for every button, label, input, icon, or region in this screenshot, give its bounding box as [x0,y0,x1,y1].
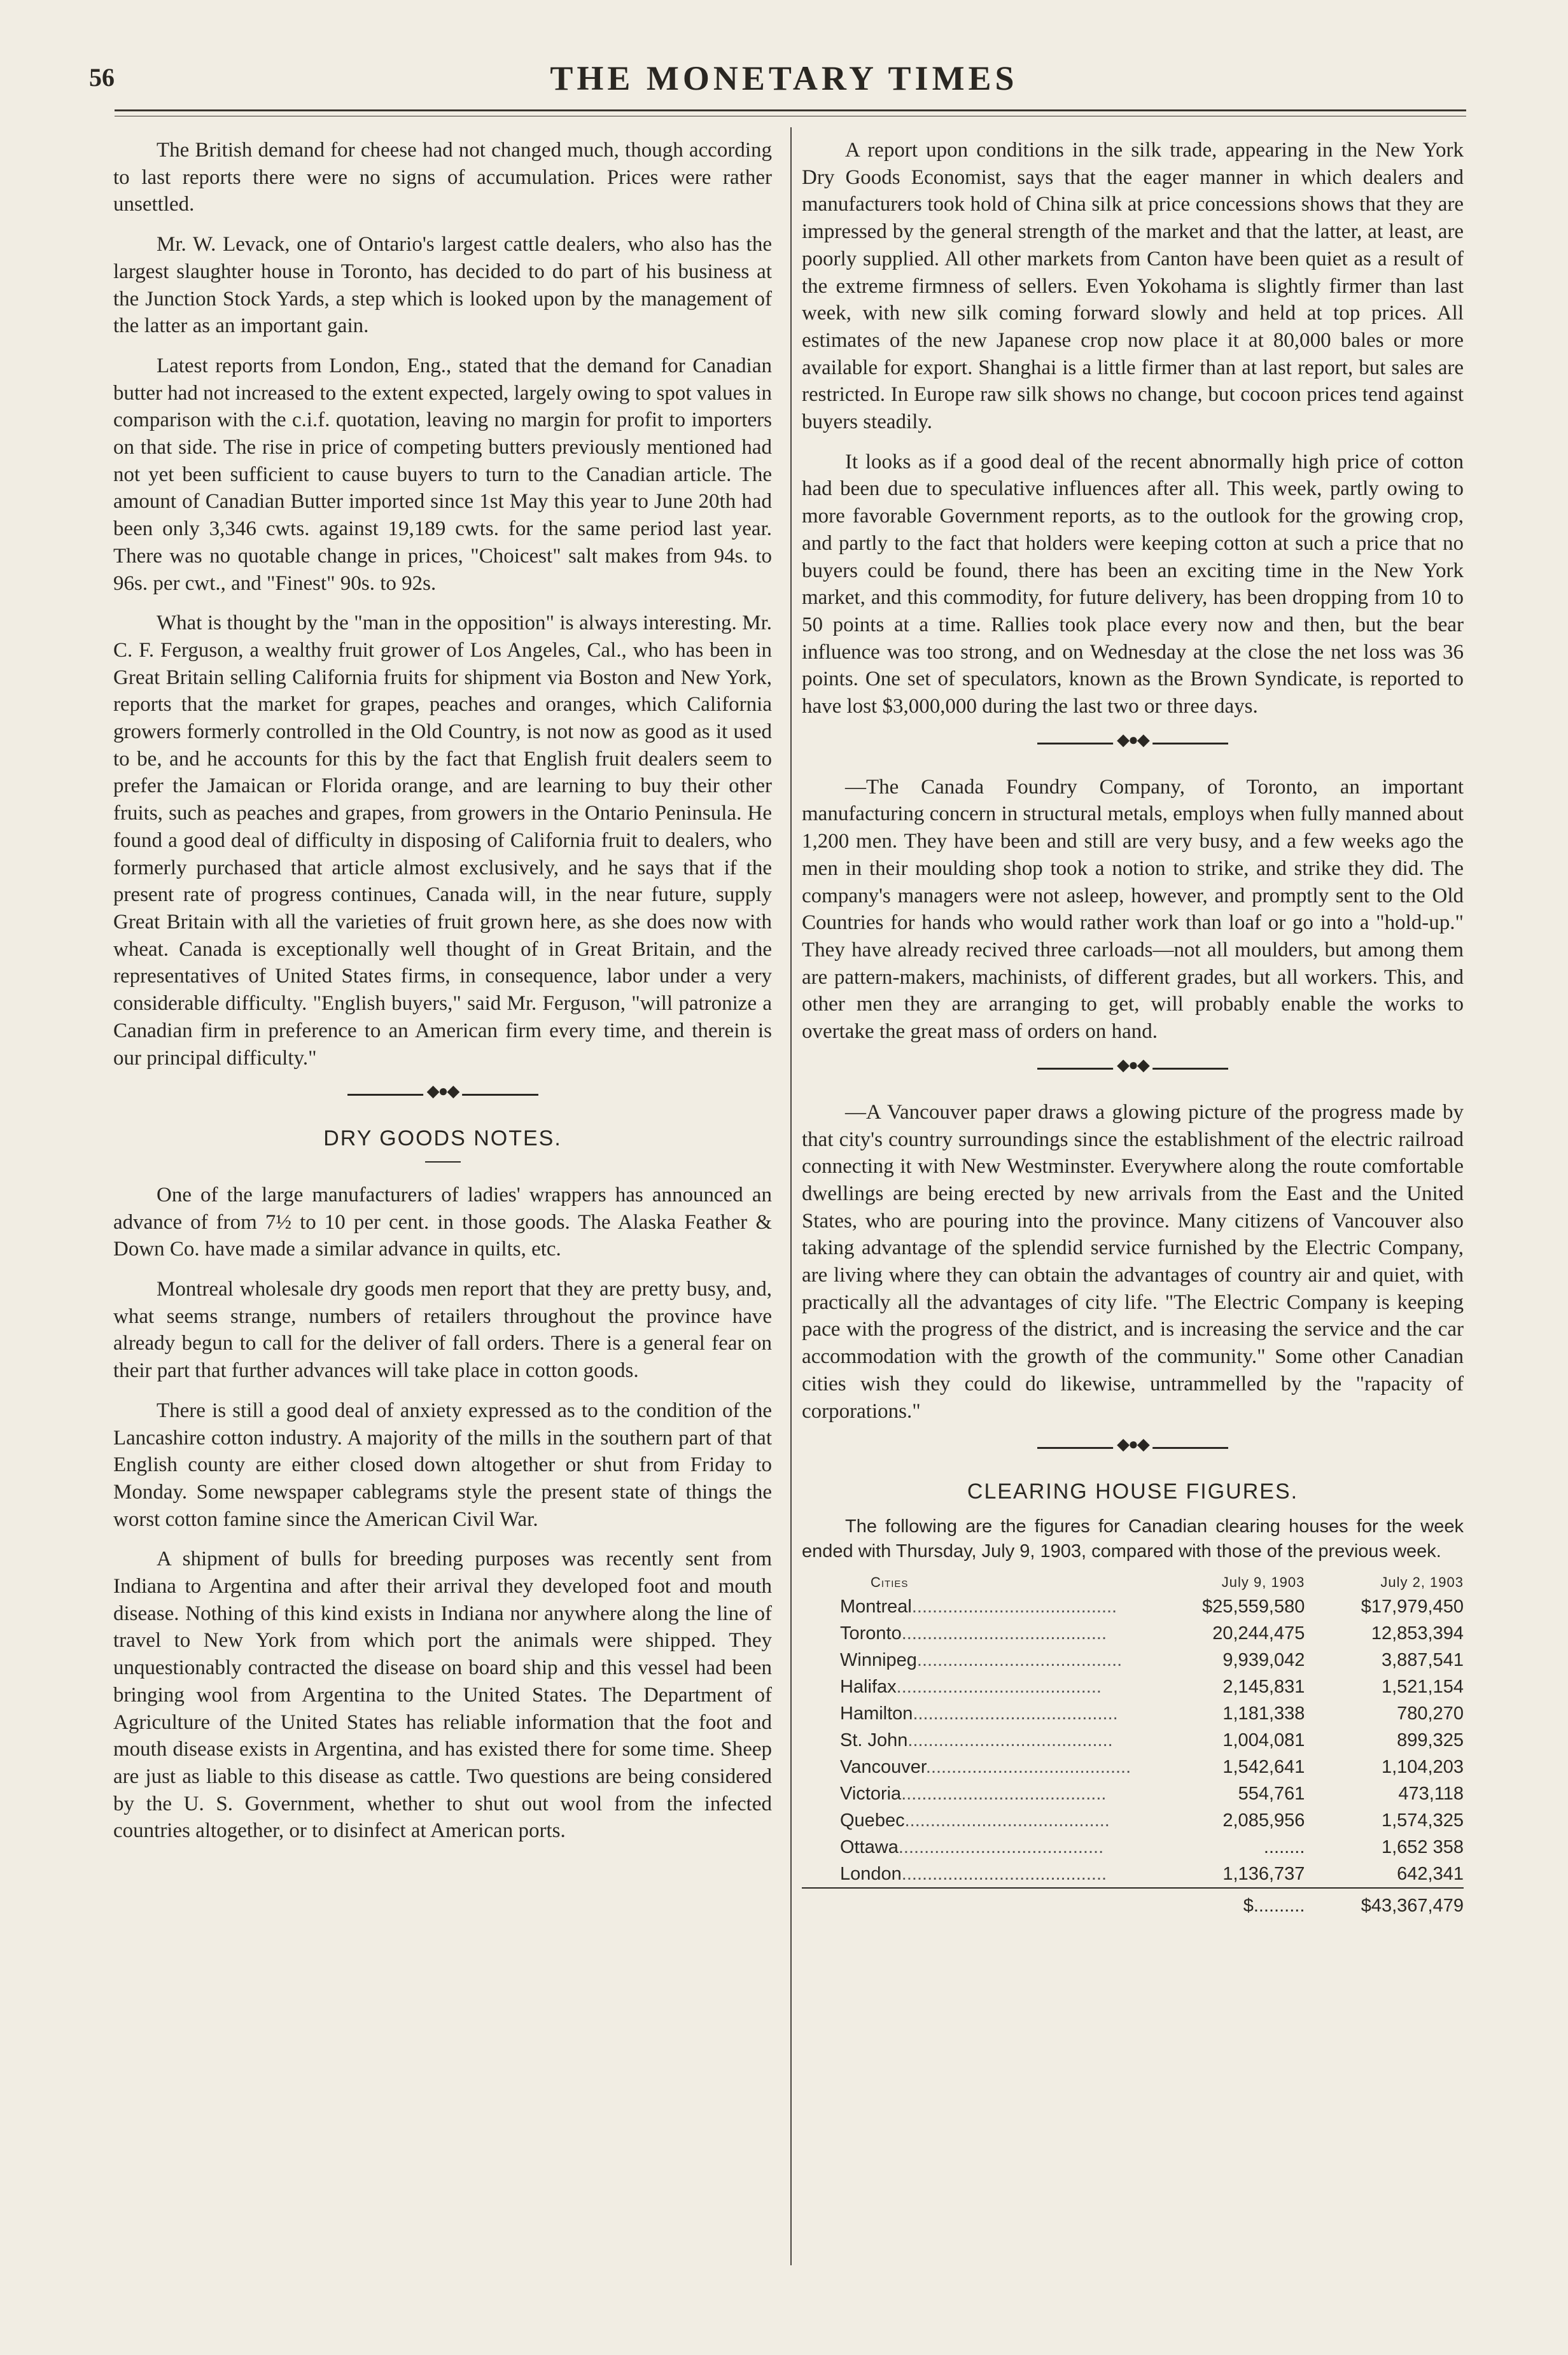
city-name: Ottawa........................................ [840,1836,1104,1857]
table-row [802,1861,1464,1888]
clearing-intro: The following are the figures for Canadian clearing houses for the week ended with Thursday, July 9, 1903, compared with those of the previous week. [802,1516,1464,1562]
value-july-2: 473,118 [1398,1783,1464,1804]
paragraph-vancouver: —A Vancouver paper draws a glowing picture of the progress made by that city's country surroundings since the establishment of the electric railroad connecting it with New Westminster. Everywhere along the route comfortable dwellings are being erected by new arrivals from the East and the United States, who are pouring into the province. Many citizens of Vancouver also taking advantage of the splendid service furnished by the Electric Company, are living where they can obtain the advantages of country air and quiet, with practically all the advantages of city life. "The Electric Company is keeping pace with the progress of the district, and is increasing the service and the car accommodation with the growth of the community." Some other Canadian cities wish they could do likewise, untrammelled by the "rapacity of corporations." [802,1100,1464,1423]
table-row [802,1807,1464,1834]
paragraph-levack: Mr. W. Levack, one of Ontario's largest cattle dealers, who also has the largest slaughter house in Toronto, has decided to do part of his business at the Junction Stock Yards, a step which is looked upon by the management of the latter as an important gain. [113,233,772,338]
total-value-2: $43,367,479 [1305,1888,1464,1919]
value-july-2: 12,853,394 [1371,1623,1464,1644]
column-divider [790,127,792,2265]
clearing-table [802,1572,1464,1919]
cities-header: Cities [871,1574,909,1590]
value-july-2: 1,652 358 [1381,1836,1464,1857]
paragraph-cheese: The British demand for cheese had not changed much, though according to last reports there were no signs of accumulation. Prices were rather unsettled. [113,139,772,216]
section-ornament [802,1063,1464,1082]
value-july-9: ........ [1263,1836,1305,1857]
table-row [802,1674,1464,1700]
value-july-2: 3,887,541 [1381,1649,1464,1670]
page-number: 56 [89,63,115,92]
paragraph-montreal-wholesale: Montreal wholesale dry goods men report that they are pretty busy, and, what seems strange, numbers of retailers throughout the province have already begun to call for the deliver of fall orders. There is a general fear on their part that further advances will take place in cotton goods. [113,1278,772,1383]
table-row [802,1754,1464,1780]
value-july-9: 1,136,737 [1222,1863,1305,1884]
value-july-2: 642,341 [1397,1863,1464,1884]
table-row [802,1727,1464,1754]
value-july-2: 1,104,203 [1381,1756,1464,1777]
table-row [802,1620,1464,1647]
total-value-1: $.......... [1146,1888,1305,1919]
date-header-2: July 2, 1903 [1380,1574,1464,1590]
heading-rule [425,1161,461,1163]
paragraph-butter: Latest reports from London, Eng., stated that the demand for Canadian butter had not increased to the extent expected, largely owing to spot values in comparison with the c.i.f. quotation, leaving no margin for profit to importers on that side. The rise in price of competing butters previously mentioned had not yet been sufficient to cause buyers to turn to the Canadian article. The amount of Canadian Butter imported since 1st May this year to June 20th had been only 3,346 cwts. against 19,189 cwts. for the same period last year. There was no quotable change in prices, "Choicest" salt makes from 94s. to 96s. per cwt., and "Finest" 90s. to 92s. [113,354,772,595]
dry-goods-heading: DRY GOODS NOTES. [323,1126,562,1151]
value-july-2: 1,521,154 [1381,1676,1464,1697]
table-row [802,1834,1464,1861]
right-column [802,137,1464,1919]
paragraph-bulls-shipment: A shipment of bulls for breeding purposes was recently sent from Indiana to Argentina and after their arrival they developed foot and mouth disease. Nothing of this kind exists in Indiana nor anywhere along the line of travel to New York from which port the animals were shipped. They unquestionably contracted the disease on board ship and this vessel had been bringing wool from Argentina to the United States. The Department of Agriculture of the United States has reliable information that the foot and mouth disease exists in Argentina, and has existed there for some time. Sheep are just as liable to this disease as cattle. Two questions are being considered by the U. S. Government, whether to shut out wool from the infected countries altogether, or to disinfect at American ports. [113,1548,772,1843]
value-july-2: $17,979,450 [1361,1596,1464,1617]
paragraph-silk-trade: A report upon conditions in the silk trade, appearing in the New York Dry Goods Economist, says that the eager manner in which dealers and manufacturers took hold of China silk at price concessions shows that they are impressed by the general strength of the market and that the latter, at least, are poorly supplied. All other markets from Canton have been quiet as a result of the extreme firmness of sellers. Even Yokohama is slightly firmer than last week, with new silk coming forward slowly and held at top prices. All estimates of the new Japanese crop now place it at 80,000 bales or more available for export. Shanghai is a little firmer than at last report, but sales are restricted. In Europe raw silk shows no change, but cocoon prices tend against buyers steadily. [802,139,1464,434]
city-name: Quebec........................................ [840,1810,1110,1831]
city-name: Victoria........................................ [840,1783,1107,1804]
value-july-9: 1,542,641 [1222,1756,1305,1777]
value-july-9: 1,181,338 [1222,1703,1305,1724]
section-ornament [113,1089,772,1108]
section-ornament [802,1443,1464,1462]
value-july-9: $25,559,580 [1202,1596,1305,1617]
city-name: London........................................ [840,1863,1107,1884]
city-name: St. John........................................ [840,1730,1113,1751]
header-rule [115,109,1466,111]
table-row [802,1780,1464,1807]
value-july-9: 1,004,081 [1222,1730,1305,1751]
value-july-9: 554,761 [1238,1783,1305,1804]
clearing-house-heading: CLEARING HOUSE FIGURES. [967,1479,1299,1504]
city-name: Winnipeg........................................ [840,1649,1123,1670]
total-label [802,1888,1146,1919]
city-name: Halifax........................................ [840,1676,1102,1697]
paragraph-cotton-price: It looks as if a good deal of the recent abnormally high price of cotton had been due to speculative influences after all. This week, partly owing to more favorable Government reports, as to the outlook for the growing crop, and partly to the fact that holders were keeping cotton at such a price that no buyers could be found, there has been an exciting time in the New York market, and this commodity, for future delivery, has been dropping from 10 to 50 points at a time. Rallies took place every now and then, but the bear influence was too strong, and on Wednesday at the close the net loss was 36 points. One set of speculators, known as the Brown Syndicate, is reported to have lost $3,000,000 during the last two or three days. [802,450,1464,718]
paragraph-ferguson: What is thought by the "man in the opposition" is always interesting. Mr. C. F. Ferguson, a wealthy fruit grower of Los Angeles, Cal., who has been in Great Britain selling California fruits for shipment via Boston and New York, reports that the market for grapes, peaches and oranges, which California growers formerly controlled in the Old Country, is not now as good as it used to be, and he accounts for this by the fact that English fruit dealers seem to prefer the Jamaican or Florida orange, and are learning to buy their other fruits, such as peaches and grapes, from growers in the Ontario Peninsula. He found a good deal of difficulty in disposing of California fruit to dealers, who formerly purchased that article almost exclusively, and he says that if the present rate of progress continues, Canada will, in the near future, supply Great Britain with all the varieties of fruit grown here, as she does now with wheat. Canada is exceptionally well thought of in Great Britain, and the representatives of United States firms, in consequence, labor under a very considerable difficulty. "English buyers," said Mr. Ferguson, "will patronize a Canadian firm in preference to an American firm every time, and therein is our principal difficulty." [113,611,772,1070]
city-name: Vancouver........................................ [840,1756,1131,1777]
table-row [802,1700,1464,1727]
date-header-1: July 9, 1903 [1221,1574,1305,1590]
city-name: Montreal........................................ [840,1596,1117,1617]
paragraph-wrappers: One of the large manufacturers of ladies' wrappers has announced an advance of from 7½ to 10 per cent. in those goods. The Alaska Feather & Down Co. have made a similar advance in quilts, etc. [113,1183,772,1261]
section-ornament [802,738,1464,757]
value-july-2: 899,325 [1397,1730,1464,1751]
value-july-9: 2,085,956 [1222,1810,1305,1831]
value-july-2: 1,574,325 [1381,1810,1464,1831]
left-column [113,137,772,1857]
value-july-2: 780,270 [1397,1703,1464,1724]
value-july-9: 2,145,831 [1222,1676,1305,1697]
masthead-title: THE MONETARY TIMES [550,59,1018,97]
table-row [802,1647,1464,1674]
city-name: Toronto........................................ [840,1623,1107,1644]
table-row [802,1593,1464,1620]
paragraph-canada-foundry: —The Canada Foundry Company, of Toronto, an important manufacturing concern in structural metals, employs when fully manned about 1,200 men. They have been and still are very busy, and a few weeks ago the men in their moulding shop took a notion to strike, and strike they did. The company's managers were not asleep, however, and promptly sent to the Old Countries for hands who would rather work than loaf or go into a "hold-up." They have already recived three carloads—not all moulders, but among them are pattern-makers, machinists, of different grades, but all workers. This, and other men they are arranging to get, will probably enable the works to overtake the great mass of orders on hand. [802,775,1464,1044]
value-july-9: 20,244,475 [1212,1623,1305,1644]
paragraph-lancashire: There is still a good deal of anxiety expressed as to the condition of the Lancashire cotton industry. A majority of the mills in the southern part of that English county are either closed down altogether or shut from Friday to Monday. Some newspaper cablegrams style the present state of things the worst cotton famine since the American Civil War. [113,1399,772,1531]
value-july-9: 9,939,042 [1222,1649,1305,1670]
city-name: Hamilton........................................ [840,1703,1118,1724]
